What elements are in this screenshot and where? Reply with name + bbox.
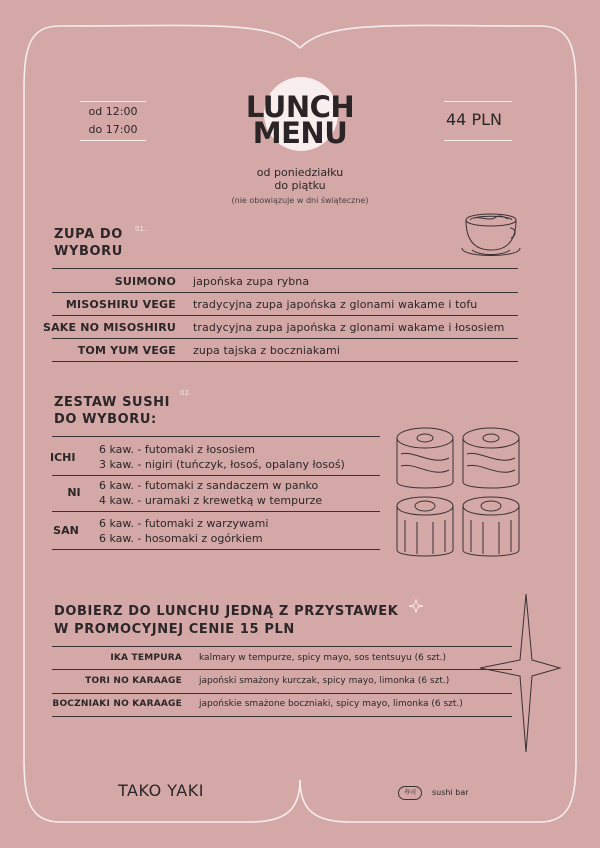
appetizers-title-line2: W PROMOCYJNEJ CENIE 15 PLN — [54, 622, 295, 637]
sushi-bar-label: sushi bar — [432, 788, 469, 797]
days-line2: do piątku — [274, 179, 326, 192]
soup-bowl-icon — [460, 206, 522, 264]
appetizer-desc: japoński smażony kurczak, spicy mayo, limonka (6 szt.) — [199, 676, 450, 686]
soup-item-name: SAKE NO MISOSHIRU — [42, 321, 176, 334]
title-line1: LUNCH — [245, 90, 355, 124]
sushi-title-line1: ZESTAW SUSHI — [54, 395, 171, 410]
hours-from: od 12:00 — [88, 105, 138, 118]
appetizer-name: BOCZNIAKI NO KARAAGE — [52, 699, 182, 709]
brand-logo: TAKO YAKI — [118, 781, 204, 800]
sushi-rolls-icon — [393, 424, 525, 560]
soup-number: 01. — [135, 225, 147, 233]
appetizer-desc: kalmary w tempurze, spicy mayo, sos tentsuyu (6 szt.) — [199, 653, 447, 663]
sushi-number: 02. — [180, 389, 192, 397]
sushi-set-line: 4 kaw. - uramaki z krewetką w tempurze — [99, 494, 323, 507]
sushi-set-name: SAN — [53, 524, 79, 537]
price: 44 PLN — [446, 110, 502, 129]
days-line1: od poniedziałku — [256, 166, 344, 179]
appetizer-name: IKA TEMPURA — [110, 653, 182, 663]
sushi-set-line: 6 kaw. - futomaki z łososiem — [99, 443, 255, 456]
soup-item-name: TOM YUM VEGE — [77, 344, 176, 357]
soup-item-desc: japońska zupa rybna — [193, 275, 310, 288]
soup-item-name: MISOSHIRU VEGE — [65, 298, 176, 311]
sushi-badge-text: 寿司 — [403, 789, 416, 796]
holiday-note: (nie obowiązuje w dni świąteczne) — [231, 196, 369, 205]
sushi-set-name: ICHI — [50, 451, 76, 464]
soup-title-line1: ZUPA DO — [54, 227, 123, 242]
appetizers-title-line1: DOBIERZ DO LUNCHU JEDNĄ Z PRZYSTAWEK — [54, 604, 399, 619]
sushi-set-line: 6 kaw. - futomaki z sandaczem w panko — [99, 479, 319, 492]
sushi-set-line: 6 kaw. - hosomaki z ogórkiem — [99, 532, 263, 545]
sushi-set-line: 6 kaw. - futomaki z warzywami — [99, 517, 269, 530]
soup-item-desc: zupa tajska z boczniakami — [193, 344, 340, 357]
sushi-set-name: NI — [67, 486, 81, 499]
soup-item-name: SUIMONO — [114, 275, 176, 288]
title-line2: MENU — [252, 116, 348, 150]
sparkle-star-icon — [409, 594, 560, 752]
sushi-title-line2: DO WYBORU: — [54, 412, 157, 427]
sushi-set-line: 3 kaw. - nigiri (tuńczyk, łosoś, opalany łosoś) — [99, 458, 345, 471]
sushi-badge — [398, 786, 422, 800]
soup-item-desc: tradycyjna zupa japońska z glonami wakame i łososiem — [193, 321, 505, 334]
soup-title-line2: WYBORU — [54, 244, 123, 259]
appetizer-desc: japońskie smażone boczniaki, spicy mayo, limonka (6 szt.) — [199, 699, 463, 709]
hours-to: do 17:00 — [88, 123, 138, 136]
appetizer-name: TORI NO KARAAGE — [85, 676, 182, 686]
soup-item-desc: tradycyjna zupa japońska z glonami wakame i tofu — [193, 298, 478, 311]
